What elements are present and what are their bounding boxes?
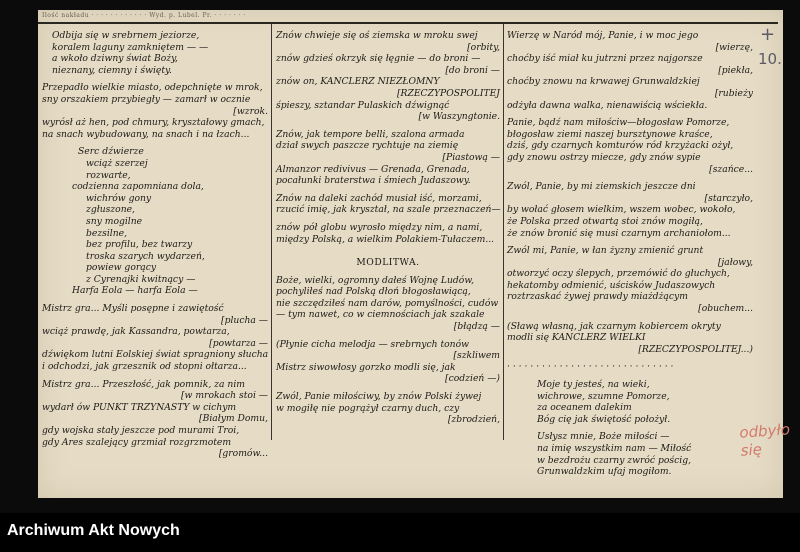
text-line: roztrzaskać żywej prawdy miażdżącym: [507, 291, 688, 303]
text-line: że znów bronić się musi czarnym archaniołom...: [507, 227, 731, 239]
text-line: Almanzor redivivus — Grenada, Grenada,: [276, 163, 470, 175]
text-line: (Sławą własną, jak czarnym kobiercem okryty: [507, 320, 721, 332]
text-line: [szańce...: [709, 163, 753, 175]
text-line: [wzrok.: [233, 105, 268, 117]
text-line: Mistrz gra... Myśli posępne i zawiętość: [42, 303, 224, 315]
text-line: Usłysz mnie, Boże miłości —: [537, 431, 670, 443]
text-line: powiew gorący: [86, 262, 157, 274]
text-line: koralem laguny zamkniętem — —: [52, 41, 209, 53]
text-line: [starczyło,: [704, 192, 753, 204]
text-line: z Cyrenajki kwitnący —: [86, 273, 196, 285]
page-number: 10.: [758, 50, 782, 68]
text-line: [w Waszyngtonie.: [418, 111, 500, 123]
text-line: MODLITWA.: [356, 257, 420, 269]
text-line: znów gdzieś okrzyk się łęgnie — do broni —: [276, 53, 481, 65]
text-line: [szkliwem: [453, 350, 500, 362]
text-line: za oceanem dalekim: [537, 402, 632, 414]
text-line: Zwól, Panie miłościwy, by znów Polski żywej: [276, 391, 482, 403]
text-line: sny mogilne: [86, 215, 143, 227]
text-line: wyrósł aż hen, pod chmury, kryształowy gmach,: [42, 117, 265, 129]
text-line: Grunwaldzkim ufaj mogiłom.: [537, 466, 672, 478]
text-line: [gromów...: [218, 448, 268, 460]
text-line: Znów na daleki zachód musiał iść, morzami,: [276, 192, 482, 204]
text-line: [do broni —: [445, 64, 500, 76]
text-line: śpieszy, sztandar Pulaskich dźwignąć: [276, 99, 450, 111]
text-line: [powtarza —: [209, 337, 268, 349]
text-line: [Białym Domu,: [198, 413, 268, 425]
text-line: [piekła,: [718, 64, 753, 76]
text-line: — tym nawet, co w ciemnościach jak szakale: [276, 309, 485, 321]
text-line: gdy znowu ostrzy miecze, gdy znów sypie: [507, 151, 701, 163]
text-line: wichrowe, szumne Pomorze,: [537, 390, 670, 402]
text-line: [jałowy,: [717, 256, 753, 268]
text-line: Odbija się w srebrnem jeziorze,: [52, 30, 200, 41]
text-line: [wierzę,: [715, 41, 753, 53]
text-line: (Płynie cicha melodja — srebrnych tonów: [276, 338, 469, 350]
column-middle: [276, 30, 500, 438]
text-line: nie szczędziłeś nam darów, pomyślności, cudów: [276, 297, 499, 309]
text-line: [w mrokach stoi —: [180, 390, 268, 402]
text-line: pocałunki braterstwa i śmiech Judaszowy.: [276, 175, 471, 187]
text-line: [orbity,: [467, 41, 500, 53]
text-line: [rubieży: [714, 87, 753, 99]
text-line: dziś, gdy czarnych komturów ród krzyżacki ożył,: [507, 140, 734, 152]
text-line: rzucić imię, jak kryształ, na szale przeznaczeń—: [276, 204, 501, 216]
newspaper-clipping: [38, 10, 791, 498]
text-line: na imię wszystkim nam — Miłość: [537, 443, 692, 454]
text-line: [zbrodzień,: [447, 414, 500, 426]
text-line: zgłuszone,: [86, 204, 135, 216]
text-line: dźwiękom lutni Eolskiej świat spragniony słucha: [42, 349, 269, 361]
text-line: na snach wybudowany, na snach i na łzach...: [42, 128, 250, 140]
text-line: bezsilne,: [86, 227, 128, 239]
text-line: Boże, wielki, ogromny dałeś Wojnę Ludów,: [276, 274, 475, 286]
text-line: codzienna zapomniana dola,: [72, 181, 204, 193]
text-line: wciąż szerzej: [86, 157, 148, 169]
text-line: Zwól, Panie, by mi ziemskich jeszcze dni: [507, 181, 696, 193]
text-line: wichrów gony: [86, 192, 152, 204]
text-line: Przepadło wielkie miasto, odepchnięte w mrok,: [42, 82, 263, 94]
text-line: by wołać głosem wielkim, wszem wobec, wokoło,: [507, 204, 736, 216]
text-line: między Polską, a wielkim Polakiem-Tułaczem...: [276, 233, 495, 245]
text-line: rozwarte,: [86, 169, 131, 181]
column-divider: [503, 24, 504, 440]
text-line: Znów chwieje się oś ziemska w mroku swej: [276, 30, 478, 41]
text-line: [codzień —): [445, 373, 500, 385]
text-line: [plucha —: [221, 314, 268, 326]
text-line: sny orszakiem przybiegły — zamarł w ocznie: [42, 93, 251, 105]
text-line: [obuchem...: [698, 303, 753, 315]
text-line: znów pół globu wyrosło między nim, a nami,: [276, 221, 483, 233]
text-line: Panie, bądź nam miłościw—błogosław Pomorze,: [507, 117, 730, 129]
text-line: w mogiłę nie pogrążył czarny duch, czy: [276, 402, 460, 414]
text-line: troska szarych wydarzeń,: [86, 250, 205, 262]
text-line: błogosław ziemi naszej bursztynowe kraśce,: [507, 128, 713, 140]
text-line: dział swych paszcze rychtuje na ziemię: [276, 140, 459, 152]
text-line: nieznany, ciemny i święty.: [52, 64, 172, 76]
text-line: bez profilu, bez twarzy: [86, 239, 193, 251]
text-line: Harfa Eola — harfa Eola —: [72, 285, 198, 297]
text-line: pochyliłeś nad Polską dłoń błogosławiącą,: [276, 286, 471, 298]
text-line: gdy Ares szalejący grzmiał rozgrzmotem: [42, 436, 232, 448]
column-divider: [271, 24, 272, 440]
text-line: znów on, KANCLERZ NIEZŁOMNY: [276, 76, 440, 88]
text-line: wciąż prawdę, jak Kassandra, powtarza,: [42, 326, 230, 338]
text-line: że Polska przed otwartą stoi znów mogiłą,: [507, 215, 703, 227]
text-line: choćby iść miał ku jutrzni przez najgorsze: [507, 53, 703, 65]
text-line: Mistrz siwowłosy gorzko modli się, jak: [276, 361, 456, 373]
text-line: [Piastową —: [442, 151, 500, 163]
text-line: · · · · · · · · · · · · · · · · · · · · · · · · · · · · ·: [507, 361, 674, 373]
text-line: [RZECZYPOSPOLITEJ: [396, 87, 500, 99]
text-line: a wkoło dziwny świat Boży,: [52, 53, 178, 65]
text-line: gdy wojska stały jeszcze pod murami Troi,: [42, 425, 240, 436]
text-line: Bóg cię jak świętość położył.: [537, 413, 671, 425]
column-right: [507, 30, 753, 478]
handwritten-stamp: odbyło się: [738, 420, 791, 460]
archive-footer: [0, 513, 800, 552]
text-line: Moje ty jesteś, na wieki,: [537, 379, 650, 391]
text-line: otworzyć oczy ślepych, przemówić do głuchych,: [507, 268, 730, 280]
top-rule: [38, 22, 778, 24]
text-line: Znów, jak tempore belli, szalona armada: [276, 128, 465, 140]
text-line: Mistrz gra... Przeszłość, jak pomnik, za nim: [42, 378, 245, 390]
text-line: w bezdrożu czarny zwróć pościg,: [537, 454, 692, 466]
text-line: [RZECZYPOSPOLITEJ...): [638, 343, 753, 355]
archive-label: Archiwum Akt Nowych: [7, 522, 180, 539]
text-line: Wierzę w Naród mój, Panie, i w moc jego: [507, 30, 699, 41]
text-line: wydarł ów PUNKT TRZYNASTY w cichym: [42, 401, 237, 413]
column-left: [42, 30, 269, 460]
text-line: hekatomby odmienić, uścisków Judaszowych: [507, 279, 716, 291]
text-line: i odchodzi, jak grzesznik od stopni ołtarza...: [42, 361, 247, 373]
text-line: odżyła dawna walka, nienawiścią wściekła.: [507, 99, 708, 111]
text-line: Zwól mi, Panie, w łan żyzny zmienić grunt: [507, 245, 704, 257]
text-line: modli się KANCLERZ WIELKI: [507, 332, 646, 344]
text-line: Serc dźwierze: [78, 146, 144, 158]
text-line: [błądzą —: [453, 321, 500, 333]
text-line: choćby znowu na krwawej Grunwaldzkiej: [507, 76, 700, 88]
corner-mark: +: [760, 24, 776, 45]
header-strip: Ilość nakładu · · · · · · · · · · · · Wyd. p. Lubel. Pr. · · · · · · ·: [42, 12, 246, 19]
